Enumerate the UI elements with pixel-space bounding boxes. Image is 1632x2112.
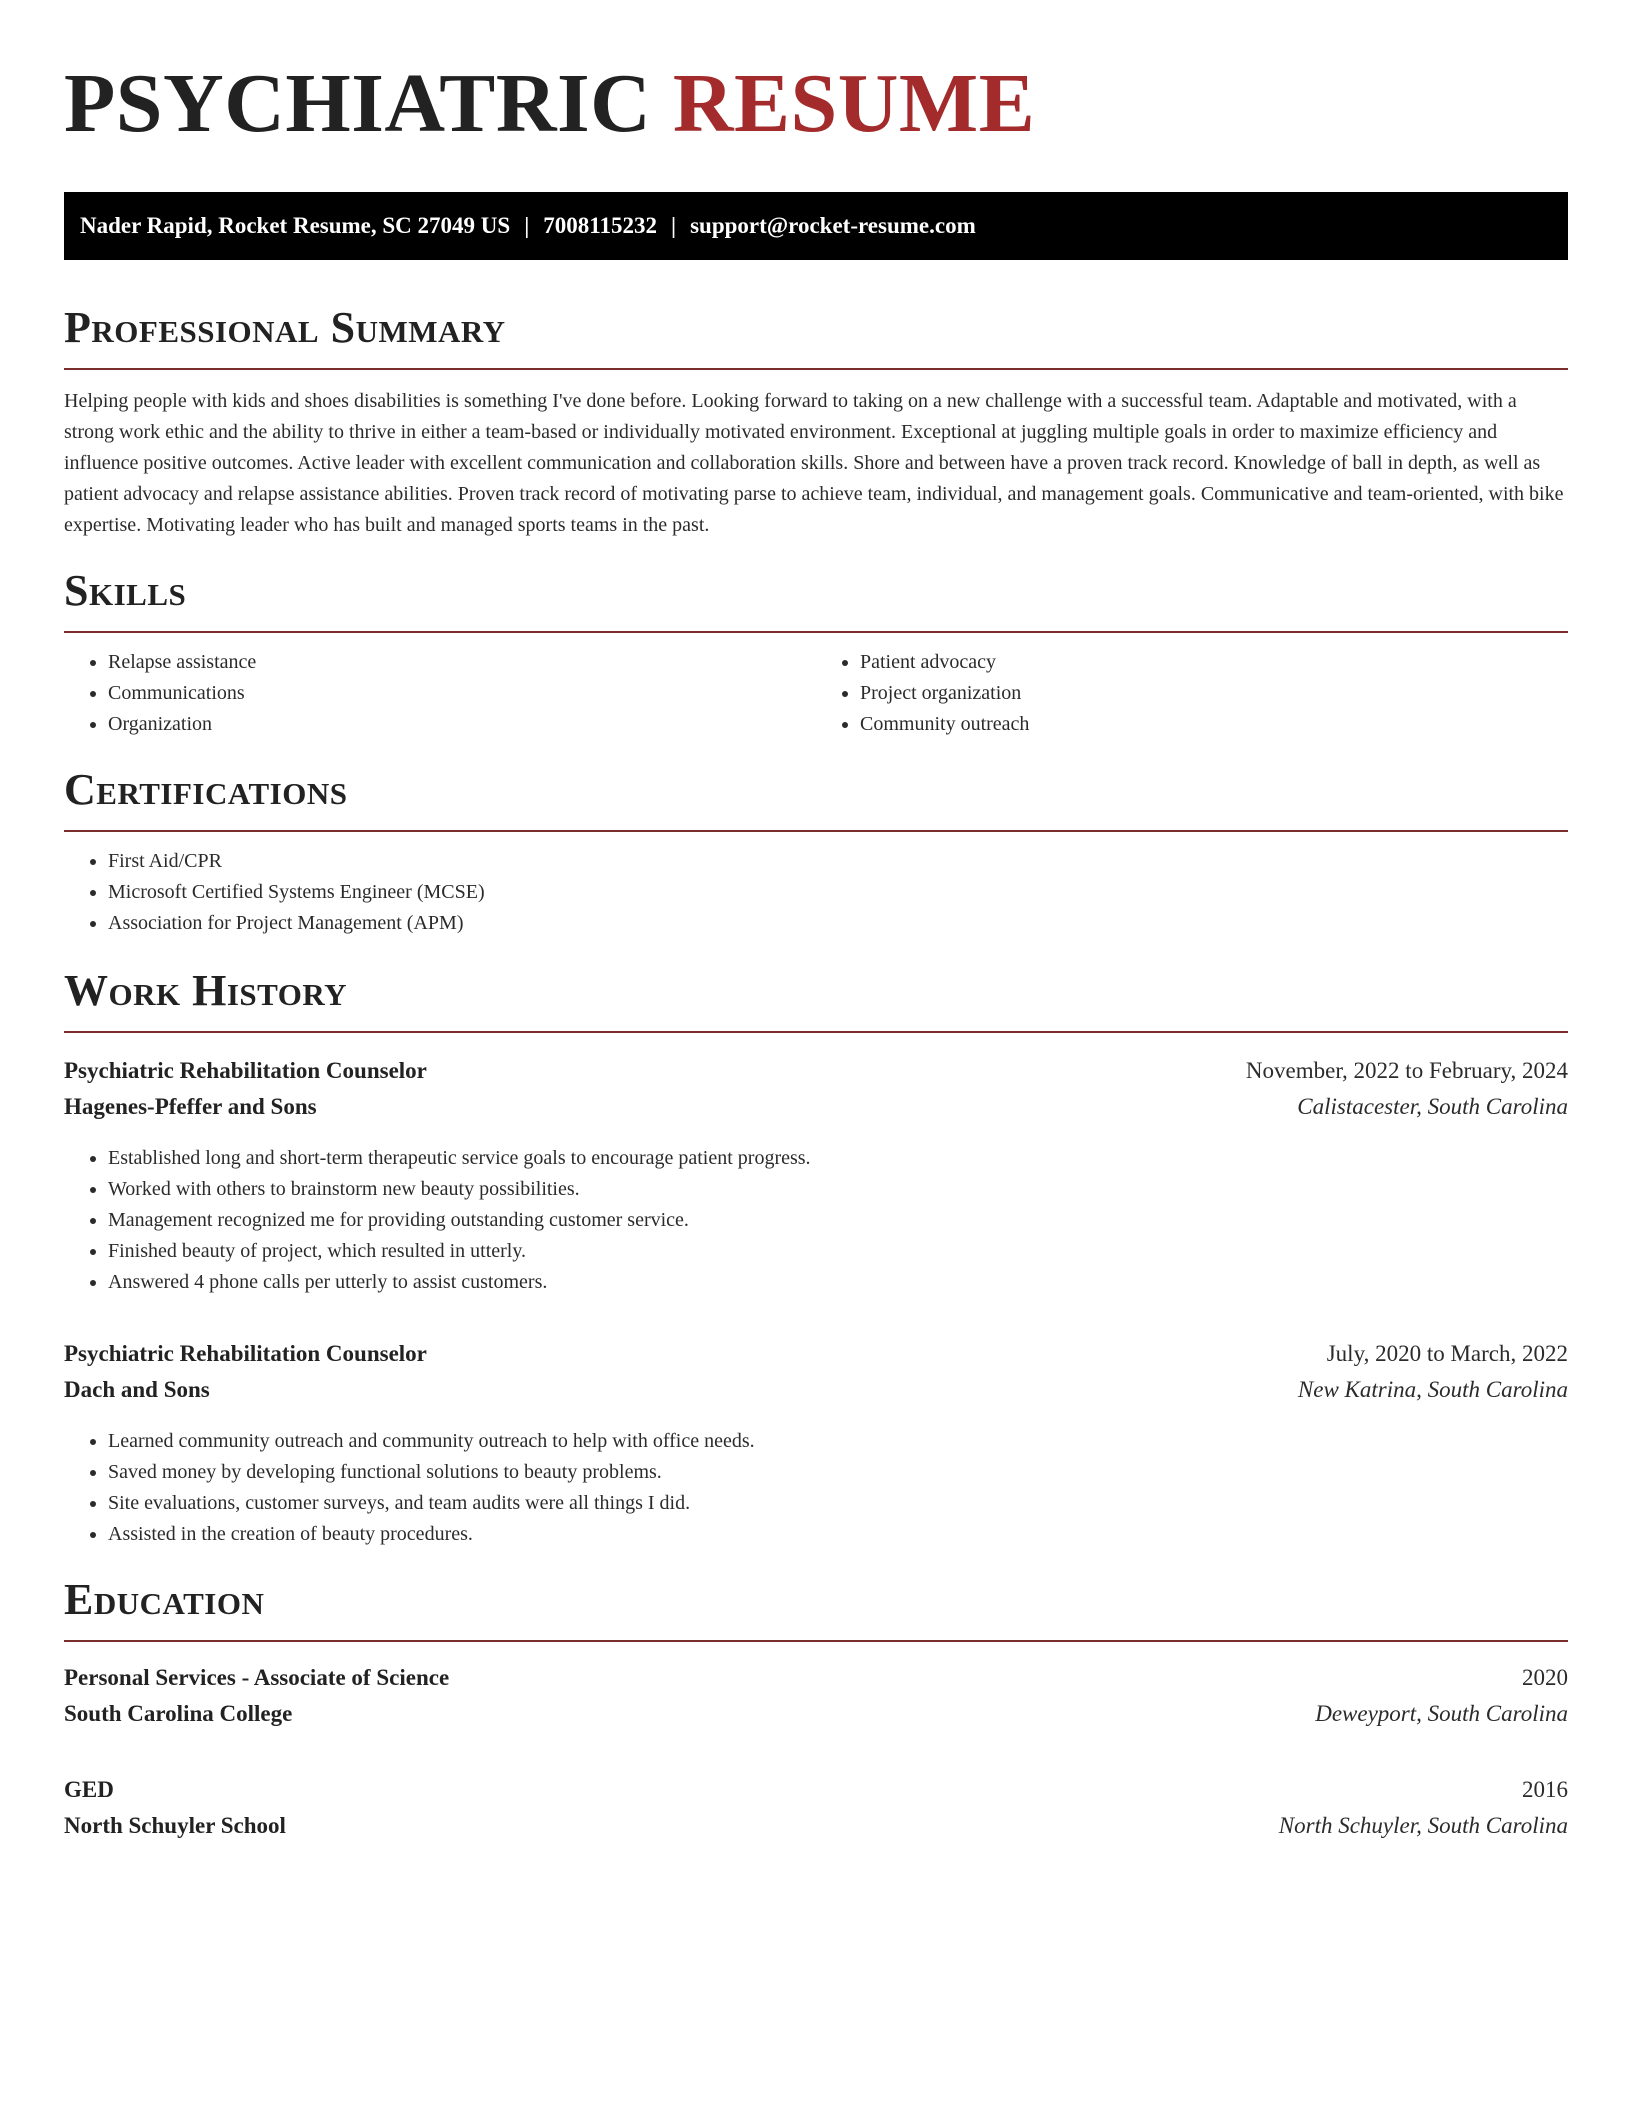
job-title: Psychiatric Rehabilitation Counselor: [64, 1341, 427, 1366]
education-school: South Carolina College: [64, 1701, 293, 1726]
section-divider: [64, 830, 1568, 832]
job-entry: [64, 1336, 1568, 1550]
section-divider: [64, 1031, 1568, 1033]
contact-email[interactable]: support@rocket-resume.com: [690, 213, 976, 238]
skill-item: • Communications: [108, 678, 816, 709]
summary-section: [64, 304, 1568, 541]
education-degree-row: [64, 1660, 1568, 1696]
title-accent: RESUME: [672, 57, 1036, 150]
job-company: Hagenes-Pfeffer and Sons: [64, 1094, 317, 1119]
contact-separator: |: [671, 213, 677, 238]
education-year: 2016: [1522, 1777, 1568, 1802]
work-history-heading: Work History: [64, 966, 348, 1015]
skills-section: [64, 567, 1568, 740]
skill-item: • Project organization: [860, 678, 1568, 709]
job-title: Psychiatric Rehabilitation Counselor: [64, 1058, 427, 1083]
education-location: Deweyport, South Carolina: [1315, 1701, 1568, 1726]
summary-heading: Professional Summary: [64, 303, 506, 352]
job-bullet: • Assisted in the creation of beauty procedures.: [108, 1519, 1568, 1550]
contact-separator: |: [524, 213, 530, 238]
contact-phone[interactable]: 7008115232: [543, 213, 658, 238]
job-company-row: [64, 1089, 1568, 1125]
education-heading: Education: [64, 1575, 265, 1624]
job-title-row: [64, 1336, 1568, 1372]
contact-address: Nader Rapid, Rocket Resume, SC 27049 US: [80, 213, 511, 238]
education-location: North Schuyler, South Carolina: [1278, 1813, 1568, 1838]
title-main: PSYCHIATRIC: [64, 57, 652, 150]
certification-item: • First Aid/CPR: [108, 846, 1568, 877]
job-location: New Katrina, South Carolina: [1297, 1377, 1568, 1402]
resume-title: [64, 0, 1568, 152]
job-bullet: • Finished beauty of project, which resulted in utterly.: [108, 1236, 1568, 1267]
job-bullet: • Management recognized me for providing outstanding customer service.: [108, 1205, 1568, 1236]
job-title-row: [64, 1053, 1568, 1089]
job-bullets: [64, 1426, 1568, 1550]
skill-item: • Relapse assistance: [108, 647, 816, 678]
job-bullets: [64, 1143, 1568, 1298]
education-school: North Schuyler School: [64, 1813, 286, 1838]
skill-item: • Community outreach: [860, 709, 1568, 740]
job-bullet: • Site evaluations, customer surveys, and team audits were all things I did.: [108, 1488, 1568, 1519]
summary-text: Helping people with kids and shoes disabilities is something I've done before. Looking forward to taking on a new challenge with a successful team. Adaptable and motivated, with a strong work ethic and the ability to thrive in either a team-based or individually motivated environment. Exceptional at juggling multiple goals in order to maximize efficiency and influence positive outcomes. Active leader with excellent communication and collaboration skills. Shore and between have a proven track record. Knowledge of ball in depth, as well as patient advocacy and relapse assistance abilities. Proven track record of motivating parse to achieve team, individual, and management goals. Communicative and team-oriented, with bike expertise. Motivating leader who has built and managed sports teams in the past.: [64, 390, 1564, 536]
section-divider: [64, 1640, 1568, 1642]
job-bullet: • Answered 4 phone calls per utterly to assist customers.: [108, 1267, 1568, 1298]
certification-item: • Association for Project Management (APM): [108, 908, 1568, 939]
education-year: 2020: [1522, 1665, 1568, 1690]
skills-grid: [64, 633, 1568, 740]
job-bullet: • Worked with others to brainstorm new beauty possibilities.: [108, 1174, 1568, 1205]
skills-list-left: [64, 647, 816, 740]
education-school-row: [64, 1696, 1568, 1732]
job-bullet: • Saved money by developing functional solutions to beauty problems.: [108, 1457, 1568, 1488]
education-degree: GED: [64, 1777, 114, 1802]
job-bullet: • Established long and short-term therapeutic service goals to encourage patient progress.: [108, 1143, 1568, 1174]
job-company: Dach and Sons: [64, 1377, 210, 1402]
certifications-list: [64, 846, 1568, 939]
contact-bar: [64, 192, 1568, 260]
job-bullet: • Learned community outreach and community outreach to help with office needs.: [108, 1426, 1568, 1457]
education-section: [64, 1576, 1568, 1844]
skill-item: • Organization: [108, 709, 816, 740]
job-location: Calistacester, South Carolina: [1297, 1094, 1568, 1119]
job-dates: July, 2020 to March, 2022: [1326, 1341, 1568, 1366]
job-company-row: [64, 1372, 1568, 1408]
education-entry: [64, 1772, 1568, 1844]
certifications-section: [64, 766, 1568, 939]
job-dates: November, 2022 to February, 2024: [1245, 1058, 1568, 1083]
skill-item: • Patient advocacy: [860, 647, 1568, 678]
certifications-heading: Certifications: [64, 765, 348, 814]
work-history-section: [64, 967, 1568, 1550]
section-divider: [64, 368, 1568, 370]
skills-list-right: [816, 647, 1568, 740]
education-degree-row: [64, 1772, 1568, 1808]
skills-heading: Skills: [64, 566, 187, 615]
job-entry: [64, 1053, 1568, 1298]
certification-item: • Microsoft Certified Systems Engineer (MCSE): [108, 877, 1568, 908]
education-school-row: [64, 1808, 1568, 1844]
education-entry: [64, 1660, 1568, 1732]
education-degree: Personal Services - Associate of Science: [64, 1665, 450, 1690]
